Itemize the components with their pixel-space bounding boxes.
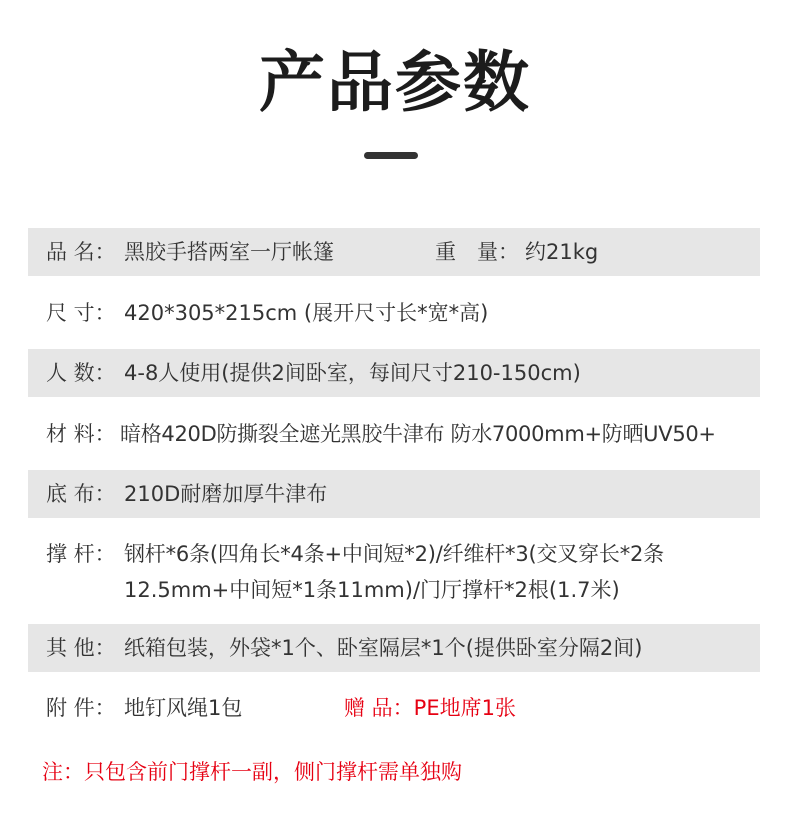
title-divider <box>364 152 418 159</box>
spec-row-capacity <box>28 349 760 397</box>
page-title: 产品参数 <box>259 44 531 121</box>
spec-value-weight: 约21kg <box>525 240 599 264</box>
spec-label-name: 品 名： <box>46 240 116 264</box>
spec-value-name: 黑胶手搭两室一厅帐篷 <box>124 240 334 264</box>
spec-value-material: 暗格420D防撕裂全遮光黑胶牛津布 防水7000mm+防晒UV50+ <box>120 422 716 446</box>
spec-label-material: 材 料： <box>46 422 116 446</box>
spec-label-other: 其 他： <box>46 636 116 660</box>
spec-value-accessories: 地钉风绳1包 <box>124 696 243 720</box>
spec-value-floor: 210D耐磨加厚牛津布 <box>124 482 328 506</box>
spec-value-capacity: 4-8人使用(提供2间卧室，每间尺寸210-150cm) <box>124 361 581 385</box>
spec-label-size: 尺 寸： <box>46 301 116 325</box>
spec-label-accessories: 附 件： <box>46 696 116 720</box>
spec-row-other <box>28 624 760 672</box>
spec-label-poles: 撑 杆： <box>46 542 116 566</box>
spec-value-size: 420*305*215cm (展开尺寸长*宽*高) <box>124 301 489 325</box>
spec-label-capacity: 人 数： <box>46 361 116 385</box>
spec-value-other: 纸箱包装，外袋*1个、卧室隔层*1个(提供卧室分隔2间) <box>124 636 643 660</box>
spec-row-poles <box>28 534 760 610</box>
spec-row-size <box>28 289 760 337</box>
spec-value-poles-line2: 12.5mm+中间短*1条11mm)/门厅撑杆*2根(1.7米) <box>124 578 620 602</box>
spec-row-accessories <box>28 684 760 732</box>
spec-row-material <box>28 410 760 458</box>
spec-row-name <box>28 228 760 276</box>
spec-row-floor <box>28 470 760 518</box>
spec-value-poles-line1: 钢杆*6条(四角长*4条+中间短*2)/纤维杆*3(交叉穿长*2条 <box>124 542 664 566</box>
spec-label-floor: 底 布： <box>46 482 116 506</box>
footnote: 注：只包含前门撑杆一副，侧门撑杆需单独购 <box>42 760 462 784</box>
spec-label-weight: 重 量： <box>435 240 519 264</box>
spec-gift: 赠 品：PE地席1张 <box>344 696 516 720</box>
